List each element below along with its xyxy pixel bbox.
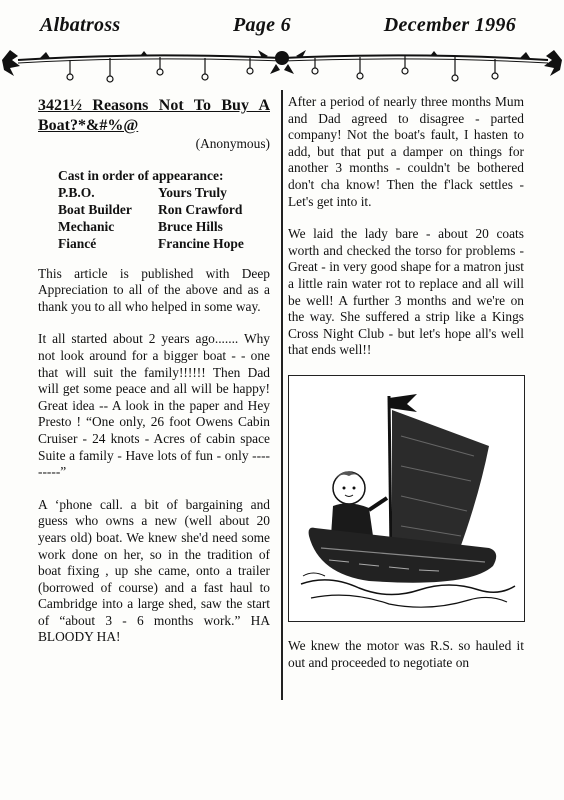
article-title: 3421½ Reasons Not To Buy A Boat?*&#%@ xyxy=(38,97,270,134)
sailboat-illustration xyxy=(288,375,525,622)
right-column xyxy=(288,94,524,687)
page-number: Page 6 xyxy=(233,14,291,36)
holly-garland-divider xyxy=(0,36,564,90)
cast-role: Mechanic xyxy=(58,218,115,234)
cast-name: Bruce Hills xyxy=(158,218,223,234)
paragraph: We laid the lady bare - about 20 coats worth and checked the torso for problems - Great - in very good shape for a matron just a little rain water rot to replace and all will be well! A further 3 months and we're on the way. She suffered a strip like a Kings Cross Night Club - but let's hope all's well that ends well!! xyxy=(288,226,524,358)
left-column xyxy=(38,96,270,662)
paragraph: After a period of nearly three months Mum and Dad agreed to disagree - parted company! Not the boat's fault, I hasten to add, but that put a damper on things for another 3 months - couldn't be bothered don't cha know! Then the f'lack settles - Let's get into it. xyxy=(288,94,524,209)
cast-heading: Cast in order of appearance: xyxy=(58,167,224,183)
cast-row xyxy=(58,218,270,235)
cast-name: Ron Crawford xyxy=(158,201,243,217)
newsletter-name: Albatross xyxy=(40,14,121,36)
cast-role: P.B.O. xyxy=(58,184,95,200)
paragraph: It all started about 2 years ago....... Why not look around for a bigger boat - - one that will suit the family!!!!!! Then Dad will get some peace and all will be happy! Great idea -- A look in the paper and Hey Presto ! “One only, 26 foot Owens Cabin Cruiser - 24 knots - Acres of cabin space Suite a family - Have lots of fun - only ---------” xyxy=(38,331,270,480)
cast-role: Fiancé xyxy=(58,235,97,251)
cast-role: Boat Builder xyxy=(58,201,132,217)
cast-row xyxy=(58,235,270,252)
cast-name: Yours Truly xyxy=(158,184,227,200)
cast-name: Francine Hope xyxy=(158,235,244,251)
column-divider xyxy=(281,90,283,700)
masthead xyxy=(0,0,564,92)
cast-row xyxy=(58,184,270,201)
paragraph: A ‘phone call. a bit of bargaining and guess who owns a new (well about 20 years old) boat. We knew she'd need some work done on her, so in the tradition of boat fixing , up she came, onto a trailer (borrowed of course) and a fast haul to Cambridge into a large shed, saw the start of “about 3 - 6 months work.” HA BLOODY HA! xyxy=(38,496,270,645)
paragraph: We knew the motor was R.S. so hauled it out and proceeded to negotiate on xyxy=(288,637,524,670)
article-author: (Anonymous) xyxy=(195,136,270,151)
child-in-sailboat-image xyxy=(289,376,524,621)
cast-row xyxy=(58,201,270,218)
paragraph: This article is published with Deep Appreciation to all of the above and as a thank you to all who helped in some way. xyxy=(38,265,270,314)
issue-date: December 1996 xyxy=(383,14,516,36)
cast-list xyxy=(58,167,270,252)
